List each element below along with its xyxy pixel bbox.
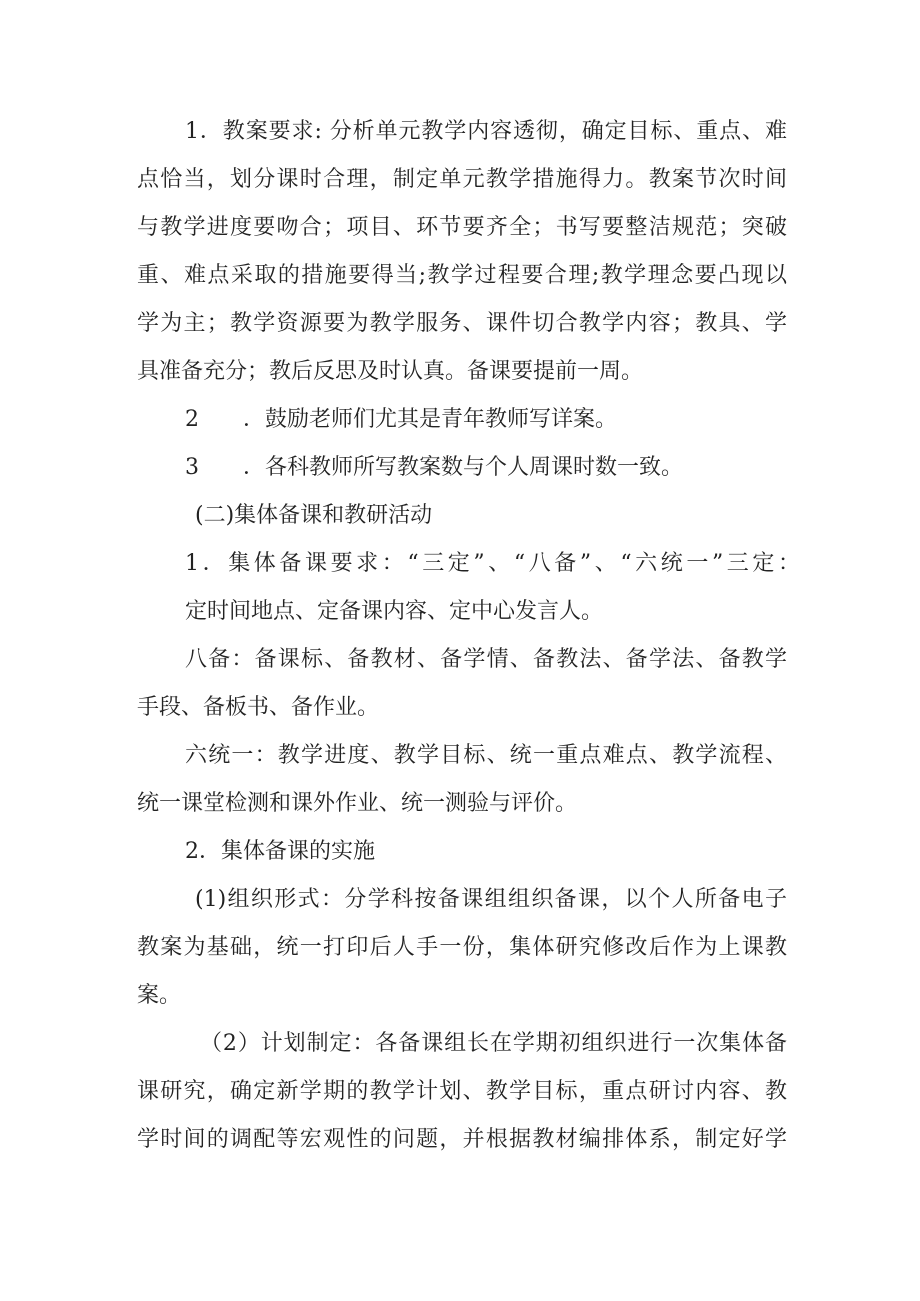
text-line: 学时间的调配等宏观性的问题，并根据教材编排体系，制定好学 <box>137 1127 787 1152</box>
text-line: 重、难点采取的措施要得当;教学过程要合理;教学理念要凸现以 <box>137 263 787 288</box>
text-line: 案。 <box>137 983 182 1008</box>
text-line: 教案为基础，统一打印后人手一份，集体研究修改后作为上课教 <box>137 935 787 960</box>
text-line: （2）计划制定：各备课组长在学期初组织进行一次集体备 <box>200 1031 787 1056</box>
section-heading: (二)集体备课和教研活动 <box>195 503 433 528</box>
text-line: 六统一：教学进度、教学目标、统一重点难点、教学流程、 <box>185 743 787 768</box>
text-line: 与教学进度要吻合；项目、环节要齐全；书写要整洁规范；突破 <box>137 215 787 240</box>
text-line: 1．集体备课要求：“三定”、“八备”、“六统一”三定： <box>185 551 800 576</box>
text-line: 学为主；教学资源要为教学服务、课件切合教学内容；教具、学 <box>137 311 787 336</box>
list-item: 2 ．鼓励老师们尤其是青年教师写详案。 <box>185 407 617 432</box>
text-line: 手段、备板书、备作业。 <box>137 695 380 720</box>
text-line: 统一课堂检测和课外作业、统一测验与评价。 <box>137 791 578 816</box>
text-line: (1)组织形式：分学科按备课组组织备课，以个人所备电子 <box>195 887 787 912</box>
subsection-heading: 2．集体备课的实施 <box>185 839 375 864</box>
text-line: 课研究，确定新学期的教学计划、教学目标，重点研讨内容、教 <box>137 1079 787 1104</box>
text-line: 八备：备课标、备教材、备学情、备教法、备学法、备教学 <box>185 647 787 672</box>
text-line: 具准备充分；教后反思及时认真。备课要提前一周。 <box>137 359 644 384</box>
text-line: 点恰当，划分课时合理，制定单元教学措施得力。教案节次时间 <box>137 167 787 192</box>
list-item: 3 ．各科教师所写教案数与个人周课时数一致。 <box>185 455 683 480</box>
text-line: 定时间地点、定备课内容、定中心发言人。 <box>185 599 604 624</box>
text-line: 1．教案要求: 分析单元教学内容透彻，确定目标、重点、难 <box>185 119 787 144</box>
